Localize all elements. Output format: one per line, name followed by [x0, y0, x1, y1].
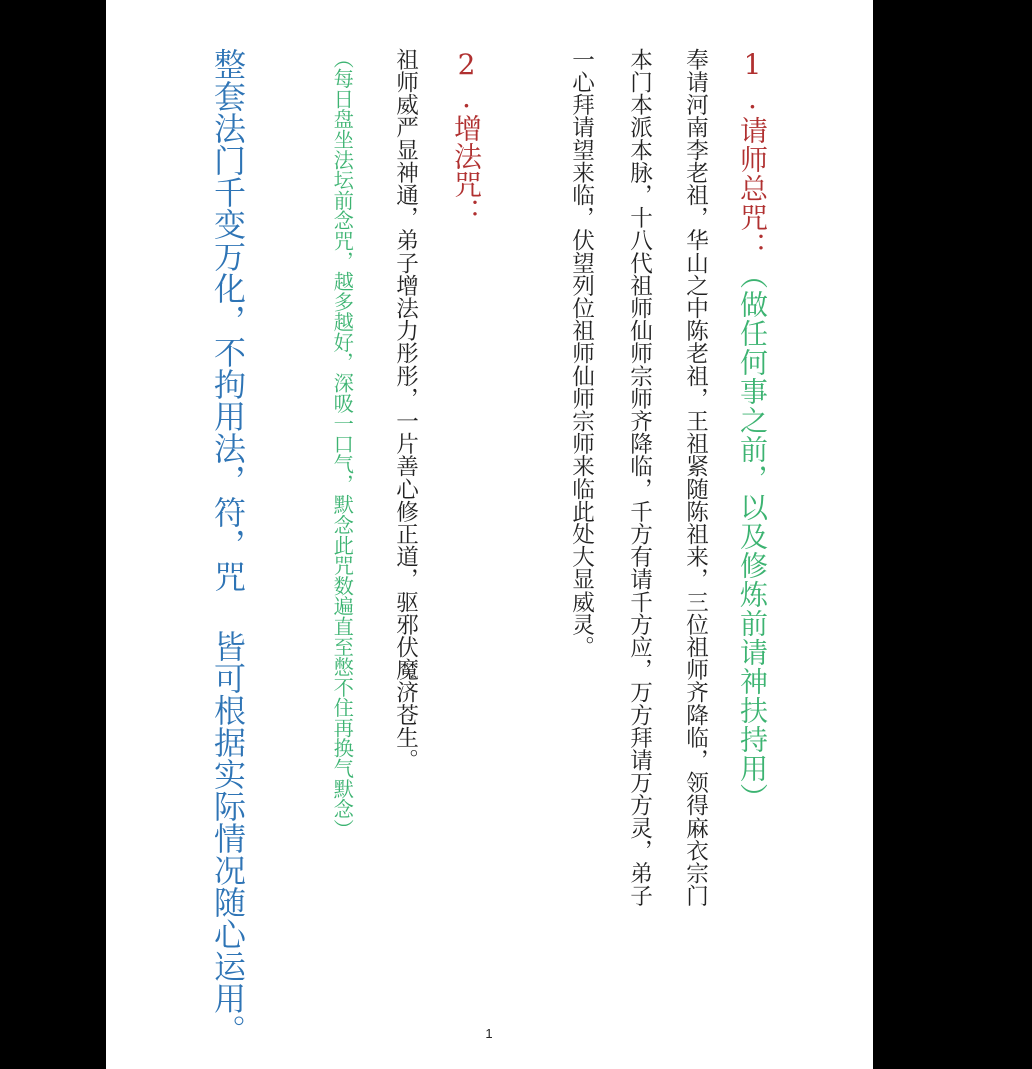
section2-note: （每日盘坐法坛前念咒，越多越好，深吸一口气，默念此咒数遍直至憋不住再换气默念） [330, 48, 355, 840]
section1-body-line-2: 本门本派本脉，十八代祖师仙师宗师齐降临，千方有请千方应，万方拜请万方灵，弟子 [626, 48, 653, 907]
document-page [106, 0, 873, 1069]
section1-note: （做任何事之前，以及修炼前请神扶持用） [736, 261, 769, 812]
section2-body: 祖师威严显神通，弟子增法力彤彤，一片善心修正道，驱邪伏魔济苍生。 [392, 48, 419, 772]
summary-text: 整套法门千变万化，不拘用法，符，咒 皆可根据实际情况随心运用。 [209, 48, 247, 1046]
section2-heading: 2.增法咒： [450, 48, 483, 226]
section1-heading: 1.请师总咒： [736, 48, 769, 261]
page-number: 1 [485, 1026, 493, 1041]
section1-body-line-1: 奉请河南李老祖，华山之中陈老祖，王祖紧随陈祖来，三位祖师齐降临，领得麻衣宗门 [682, 48, 709, 907]
section1-heading-line [736, 48, 769, 812]
section1-body-line-3: 一心拜请望来临，伏望列位祖师仙师宗师来临此处大显威灵。 [568, 48, 595, 659]
